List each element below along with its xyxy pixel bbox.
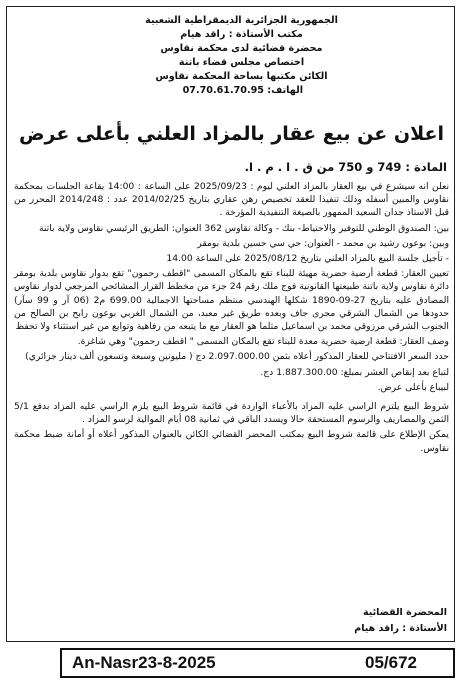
paragraph-creditor: بين: الصندوق الوطني للتوفير والاحتياط- بنك - وكالة نقاوس 362 العنوان: الطريق الرئيسي نقاوس ولاية باتنة [38, 222, 449, 234]
paragraph-consultation: يمكن الإطلاع على قائمة شروط البيع بمكتب المحضر القضائي الكائن بالعنوان المذكور أعلاه أو أمانة ضبط محكمة نقاوس. [14, 429, 449, 454]
publication-footer [60, 648, 455, 678]
paragraph-opening-price: حدد السعر الافتتاحي للعقار المذكور أعلاه بثمن 2.097.000.00 دج ( مليونين وسبعة وتسعون ألف دينار جزائري) [25, 351, 449, 363]
signature-role: المحضرة القضائية [362, 607, 447, 618]
announcement-number: 05/672 [365, 653, 417, 672]
header-address: الكائن مكتبها بساحة المحكمة نقاوس [155, 71, 328, 82]
paragraph-debtor: وبين: بوعون رشيد بن محمد - العنوان: حي سي حسين بلدية بومقر [197, 237, 449, 249]
edition-label: An-Nasr23-8-2025 [72, 653, 216, 672]
paragraph-sale-date: نعلن انه سيشرع في بيع العقار بالمزاد العلني ليوم : 2025/09/23 على الساعة : 14:00 بقاعة الجلسات بمحكمة نقاوس والمبين أسفله وذلك تنفيذا للعقد تخصيص رهن عقاري بتاريخ 2014/02/25 عدد : 2014/248 المحرر من قبل الاستاذ جدان السعيد الممهور بالصيغة التنفيذية المؤرخة . [14, 181, 449, 219]
signature-name: الأستاذة : راقد هيام [354, 623, 447, 634]
legal-reference: المادة : 749 و 750 من ق . ا . م . ا. [244, 160, 447, 174]
paragraph-highest-offer: لبيباع بأعلى عرض. [377, 381, 449, 393]
header-office: مكتب الأستاذة : راقد هيام [180, 29, 303, 40]
paragraph-sale-conditions: شروط البيع يلتزم الراسي عليه المزاد بالأعباء الواردة في قائمة شروط البيع يلزم الراسي عليه المزاد بدفع 5/1 الثمن والمصاريف والرسوم المستحقة حالا ويسدد الباقي في ثمانية 08 أيام الموالية لرسو المزاد . [14, 401, 449, 426]
paragraph-property-description: وصف العقار: قطعة ارضية حضرية معدة للبناء تقع بالمكان المسمى " اقطف رحمون" وهي شاغرة. [77, 336, 449, 348]
signature-block [354, 605, 447, 637]
paragraph-postponement: - تأجيل جلسة البيع بالمزاد العلني بتاريخ 2025/08/12 على الساعة 14.00 [166, 253, 449, 265]
header-jurisdiction: اختصاص مجلس قضاء باتنة [178, 57, 305, 68]
header-republic: الجمهورية الجزائرية الديمقراطية الشعبية [145, 15, 338, 26]
header-phone: الهاتف: 07.70.61.70.95 [182, 85, 303, 96]
announcement-body [14, 180, 449, 457]
paragraph-property-designation: تعيين العقار: قطعة أرضية حضرية مهيئة للبناء تقع بالمكان المسمى "اقطف رحمون" تقع بدوار نقاوس بلدية بومقر دائرة نقاوس ولاية باتنة طبيعتها القانونية فوج ملك رقم 24 جزء من مخطط القرار المشائحي المرجعي لدوار نقاوس المصادق عليه بتاريخ 27-09-1890 شكلها الهندسي منتظم مساحتها الاجمالية 699.00 م2 (06 آر و 99 سآر) حدودها من الشمال الشرقي مجرى جاف وبعده طريق غير معبد، من الشمال الغربي بوعون رابح بن الصالح من الجنوب الشرقي مرزوقي محمد بن اسماعيل مثلما هو العقار مع ما يتبعه من رفاهية وتوابع من غير استثناء ولا تحفظ [14, 268, 450, 333]
paragraph-reduced-price: لتباع بعد إنقاص العشر بمبلغ: 1.887.300.00 دج. [260, 366, 449, 378]
announcement-title: اعلان عن بيع عقار بالمزاد العلني بأعلى عرض [18, 123, 445, 145]
header-bailiff: محضرة قضائية لدى محكمة نقاوس [160, 43, 323, 54]
office-header [30, 14, 453, 98]
